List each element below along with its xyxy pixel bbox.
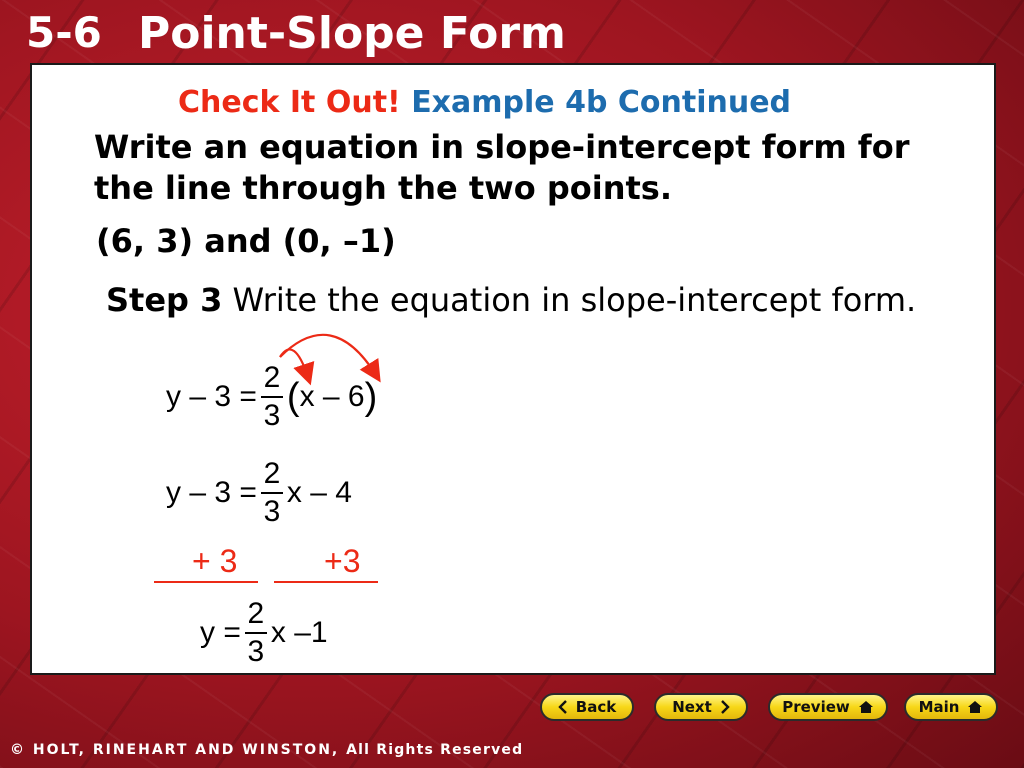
heading-example: Example 4b Continued (411, 85, 792, 120)
next-label: Next (672, 698, 712, 716)
back-label: Back (575, 698, 617, 716)
add-three-left: + 3 (192, 543, 238, 579)
back-button[interactable] (540, 693, 634, 721)
eq1-lhs: y – 3 = (166, 380, 257, 413)
fraction-bar (245, 632, 267, 634)
preview-label: Preview (782, 698, 850, 716)
lesson-number: 5-6 (26, 8, 102, 57)
rights-text: All Rights Reserved (346, 742, 524, 758)
eq3-numerator: 2 (247, 597, 265, 630)
underline-left (154, 581, 258, 583)
eq3-fraction (245, 597, 267, 669)
eq2-rhs: x – 4 (286, 476, 352, 509)
chevron-right-icon (720, 700, 730, 714)
step-label: Step 3 (106, 281, 223, 319)
main-label: Main (918, 698, 960, 716)
lesson-title: Point-Slope Form (138, 8, 566, 59)
copyright-footer (10, 742, 523, 758)
slide-content-panel (30, 63, 996, 675)
fraction-bar (261, 396, 283, 398)
given-points: (6, 3) and (0, –1) (96, 222, 396, 260)
title-bar (0, 0, 1024, 62)
copyright-symbol: © (10, 742, 26, 758)
heading-check-it-out: Check It Out! (178, 85, 401, 120)
chevron-left-icon (558, 700, 568, 714)
eq1-paren-body: x – 6 (299, 380, 365, 413)
preview-button[interactable] (768, 693, 888, 721)
right-paren: ) (364, 375, 378, 418)
next-button[interactable] (654, 693, 748, 721)
eq2-numerator: 2 (263, 457, 281, 490)
eq2-denominator: 3 (263, 495, 281, 528)
equation-slope-intercept (200, 597, 328, 669)
eq1-fraction (261, 361, 283, 433)
equation-point-slope (166, 361, 377, 433)
home-icon (967, 700, 983, 714)
eq2-lhs: y – 3 = (166, 476, 257, 509)
underline-right (274, 581, 378, 583)
eq3-lhs: y = (200, 616, 241, 649)
eq1-numerator: 2 (263, 361, 281, 394)
eq3-denominator: 3 (247, 635, 265, 668)
left-paren: ( (286, 375, 300, 418)
add-three-right: +3 (324, 543, 361, 579)
home-icon (858, 700, 874, 714)
main-button[interactable] (904, 693, 998, 721)
problem-prompt: Write an equation in slope-intercept form for the line through the two points. (94, 128, 910, 207)
step-text: Write the equation in slope-intercept form. (232, 281, 917, 319)
fraction-bar (261, 492, 283, 494)
eq3-rhs: x –1 (270, 616, 328, 649)
eq1-denominator: 3 (263, 399, 281, 432)
equation-distributed (166, 457, 352, 529)
navigation-bar (0, 690, 1024, 730)
eq2-fraction (261, 457, 283, 529)
publisher-name: HOLT, RINEHART AND WINSTON, (32, 742, 340, 758)
